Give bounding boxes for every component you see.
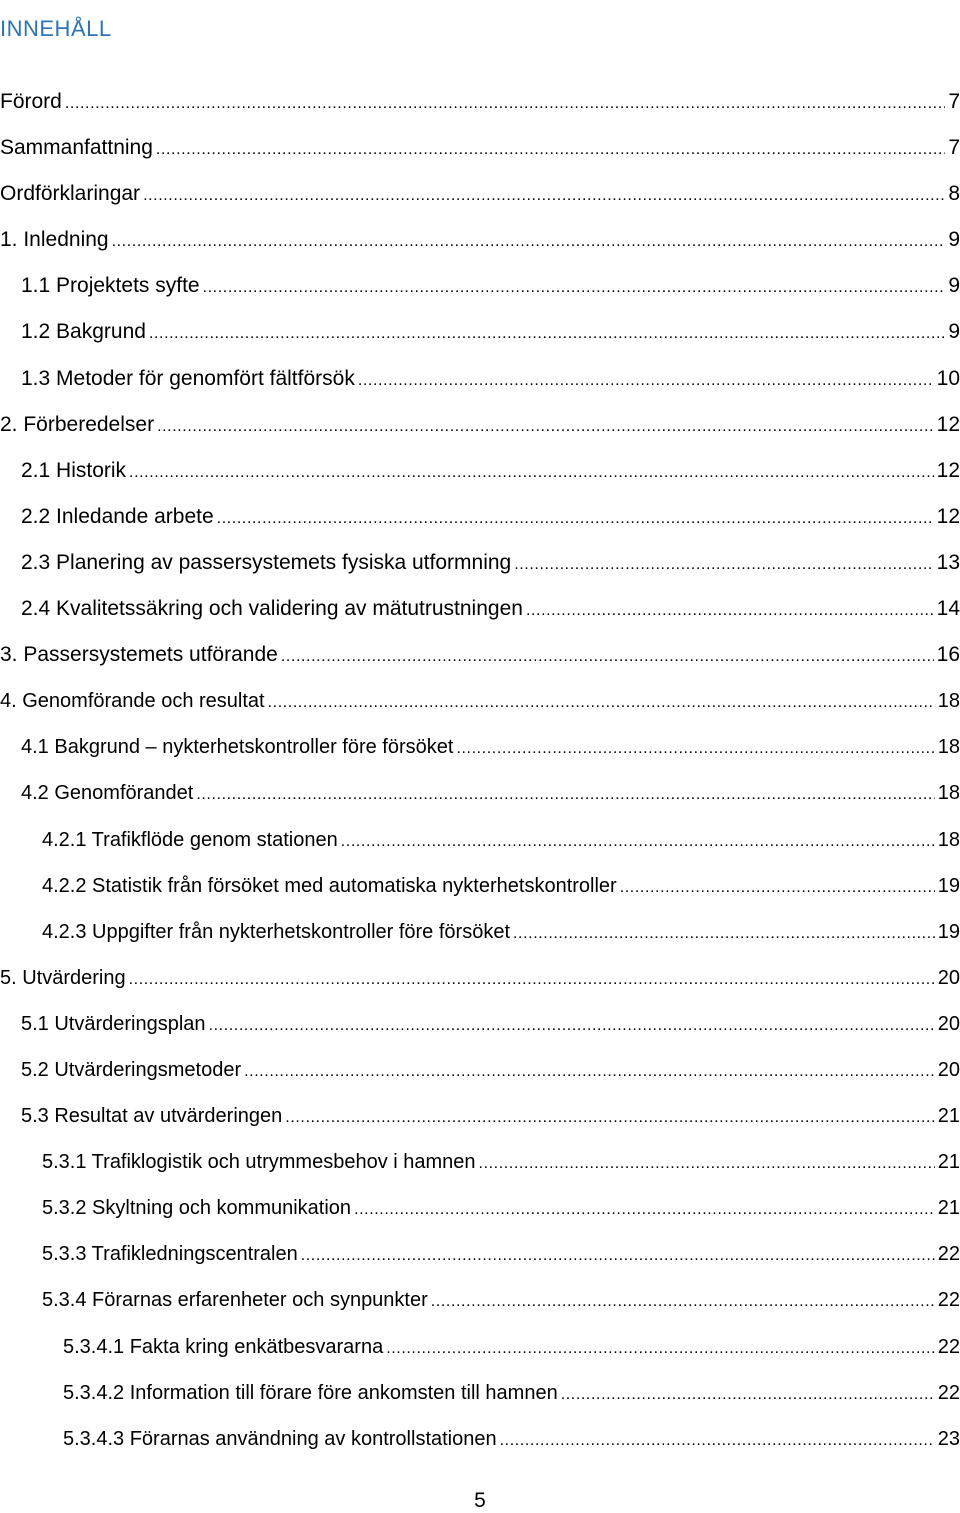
- toc-entry-page: 9: [948, 274, 960, 298]
- toc-entry-page: 21: [937, 1151, 960, 1174]
- toc-entry[interactable]: [0, 964, 960, 1010]
- toc-leader-dots: [65, 90, 945, 118]
- toc-entry-page: 7: [948, 136, 960, 160]
- toc-entry[interactable]: [0, 318, 960, 364]
- toc-entry-page: 23: [937, 1427, 960, 1450]
- toc-entry[interactable]: [0, 687, 960, 733]
- toc-entry[interactable]: [0, 1333, 960, 1379]
- toc-entry-label: 4. Genomförande och resultat: [0, 690, 265, 713]
- toc-leader-dots: [561, 1381, 935, 1409]
- toc-entry-label: 5.3.4.3 Förarnas användning av kontrollstationen: [63, 1427, 497, 1450]
- toc-entry-label: 5.3.4 Förarnas erfarenheter och synpunkter: [42, 1289, 428, 1312]
- toc-entry[interactable]: [0, 549, 960, 595]
- toc-entry-page: 16: [936, 643, 960, 667]
- toc-entry[interactable]: [0, 1379, 960, 1425]
- toc-entry-page: 9: [948, 228, 960, 252]
- toc-entry-page: 22: [937, 1243, 960, 1266]
- toc-entry[interactable]: [0, 733, 960, 779]
- toc-entry[interactable]: [0, 503, 960, 549]
- toc-entry[interactable]: [0, 918, 960, 964]
- toc-entry-page: 18: [937, 828, 960, 851]
- toc-leader-dots: [301, 1242, 935, 1270]
- table-of-contents: [0, 88, 960, 1471]
- toc-entry-page: 12: [936, 458, 960, 482]
- toc-leader-dots: [514, 551, 933, 579]
- toc-entry[interactable]: [0, 1240, 960, 1286]
- toc-entry-label: 2.4 Kvalitetssäkring och validering av mätutrustningen: [21, 597, 523, 621]
- toc-entry[interactable]: [0, 826, 960, 872]
- toc-leader-dots: [341, 828, 935, 856]
- toc-entry-label: 4.2 Genomförandet: [21, 782, 194, 805]
- toc-entry[interactable]: [0, 457, 960, 503]
- toc-entry-page: 18: [937, 690, 960, 713]
- toc-entry-label: 2.3 Planering av passersystemets fysiska utformning: [21, 550, 512, 574]
- toc-entry-page: 20: [937, 966, 960, 989]
- toc-entry-page: 19: [937, 874, 960, 897]
- toc-entry[interactable]: [0, 1194, 960, 1240]
- toc-leader-dots: [386, 1335, 935, 1363]
- toc-entry[interactable]: [0, 180, 960, 226]
- toc-entry[interactable]: [0, 88, 960, 134]
- toc-entry-page: 8: [948, 182, 960, 206]
- toc-entry-page: 12: [936, 412, 960, 436]
- toc-entry-label: 5. Utvärdering: [0, 966, 126, 989]
- toc-leader-dots: [244, 1058, 935, 1086]
- toc-entry-label: 5.1 Utvärderingsplan: [21, 1012, 206, 1035]
- toc-leader-dots: [500, 1427, 935, 1455]
- toc-entry-label: 2.2 Inledande arbete: [21, 504, 214, 528]
- toc-entry[interactable]: [0, 1148, 960, 1194]
- toc-entry[interactable]: [0, 272, 960, 318]
- toc-leader-dots: [156, 136, 945, 164]
- toc-entry[interactable]: [0, 1102, 960, 1148]
- toc-entry-page: 9: [948, 320, 960, 344]
- toc-leader-dots: [620, 874, 935, 902]
- toc-entry-label: 2.1 Historik: [21, 458, 127, 482]
- toc-entry[interactable]: [0, 1056, 960, 1102]
- toc-entry[interactable]: [0, 779, 960, 825]
- toc-heading: INNEHÅLL: [0, 15, 112, 41]
- toc-leader-dots: [513, 920, 935, 948]
- toc-entry-label: 2. Förberedelser: [0, 412, 155, 436]
- toc-entry-page: 21: [937, 1105, 960, 1128]
- toc-entry-page: 22: [937, 1381, 960, 1404]
- toc-leader-dots: [209, 1012, 935, 1040]
- toc-entry-label: 1.2 Bakgrund: [21, 320, 146, 344]
- toc-entry[interactable]: [0, 641, 960, 687]
- toc-entry[interactable]: [0, 365, 960, 411]
- toc-entry-page: 22: [937, 1289, 960, 1312]
- toc-leader-dots: [129, 966, 935, 994]
- toc-leader-dots: [157, 413, 934, 441]
- toc-entry-label: 1. Inledning: [0, 228, 109, 252]
- toc-leader-dots: [149, 320, 945, 348]
- toc-entry-label: 5.3.1 Trafiklogistik och utrymmesbehov i hamnen: [42, 1151, 476, 1174]
- toc-entry-page: 18: [937, 782, 960, 805]
- toc-entry-label: Sammanfattning: [0, 136, 153, 160]
- toc-entry-label: 5.3.2 Skyltning och kommunikation: [42, 1197, 352, 1220]
- toc-entry-label: 5.3.3 Trafikledningscentralen: [42, 1243, 298, 1266]
- toc-entry-page: 22: [937, 1335, 960, 1358]
- toc-leader-dots: [354, 1196, 935, 1224]
- toc-entry-page: 21: [937, 1197, 960, 1220]
- toc-entry-label: 1.3 Metoder för genomfört fältförsök: [21, 366, 355, 390]
- toc-entry-label: 4.2.3 Uppgifter från nykterhetskontroller före försöket: [42, 920, 511, 943]
- toc-leader-dots: [456, 735, 934, 763]
- toc-entry[interactable]: [0, 411, 960, 457]
- toc-entry-label: 4.2.2 Statistik från försöket med automatiska nykterhetskontroller: [42, 874, 617, 897]
- toc-entry[interactable]: [0, 134, 960, 180]
- toc-leader-dots: [281, 643, 934, 671]
- toc-entry-label: 3. Passersystemets utförande: [0, 643, 278, 667]
- toc-entry-label: 4.1 Bakgrund – nykterhetskontroller före försöket: [21, 736, 454, 759]
- toc-entry[interactable]: [0, 872, 960, 918]
- toc-entry-label: 5.3.4.1 Fakta kring enkätbesvararna: [63, 1335, 384, 1358]
- toc-leader-dots: [112, 228, 946, 256]
- toc-entry-label: 5.2 Utvärderingsmetoder: [21, 1058, 242, 1081]
- toc-leader-dots: [196, 781, 934, 809]
- toc-leader-dots: [143, 182, 945, 210]
- toc-entry[interactable]: [0, 1425, 960, 1471]
- toc-leader-dots: [526, 597, 934, 625]
- toc-entry-page: 7: [948, 90, 960, 113]
- toc-entry-page: 20: [937, 1012, 960, 1035]
- toc-entry[interactable]: [0, 1010, 960, 1056]
- toc-leader-dots: [203, 274, 946, 302]
- page-number: 5: [474, 1489, 486, 1512]
- toc-entry-page: 20: [937, 1058, 960, 1081]
- toc-entry-page: 18: [937, 736, 960, 759]
- toc-entry-label: 5.3 Resultat av utvärderingen: [21, 1105, 283, 1128]
- toc-entry-label: 5.3.4.2 Information till förare före ankomsten till hamnen: [63, 1381, 558, 1404]
- toc-leader-dots: [129, 459, 934, 487]
- toc-entry[interactable]: [0, 1286, 960, 1332]
- toc-entry-label: 1.1 Projektets syfte: [21, 274, 200, 298]
- toc-entry-page: 10: [936, 366, 960, 390]
- toc-entry-page: 12: [936, 504, 960, 528]
- toc-leader-dots: [358, 367, 934, 395]
- toc-entry-page: 13: [936, 550, 960, 574]
- toc-entry-page: 14: [936, 597, 960, 621]
- toc-entry-page: 19: [937, 920, 960, 943]
- toc-leader-dots: [431, 1288, 935, 1316]
- toc-entry-label: 4.2.1 Trafikflöde genom stationen: [42, 828, 338, 851]
- toc-leader-dots: [479, 1150, 935, 1178]
- toc-entry[interactable]: [0, 595, 960, 641]
- toc-leader-dots: [217, 505, 934, 533]
- toc-entry-label: Ordförklaringar: [0, 182, 141, 206]
- toc-entry-label: Förord: [0, 90, 62, 113]
- toc-leader-dots: [268, 689, 935, 717]
- toc-entry[interactable]: [0, 226, 960, 272]
- toc-leader-dots: [285, 1104, 934, 1132]
